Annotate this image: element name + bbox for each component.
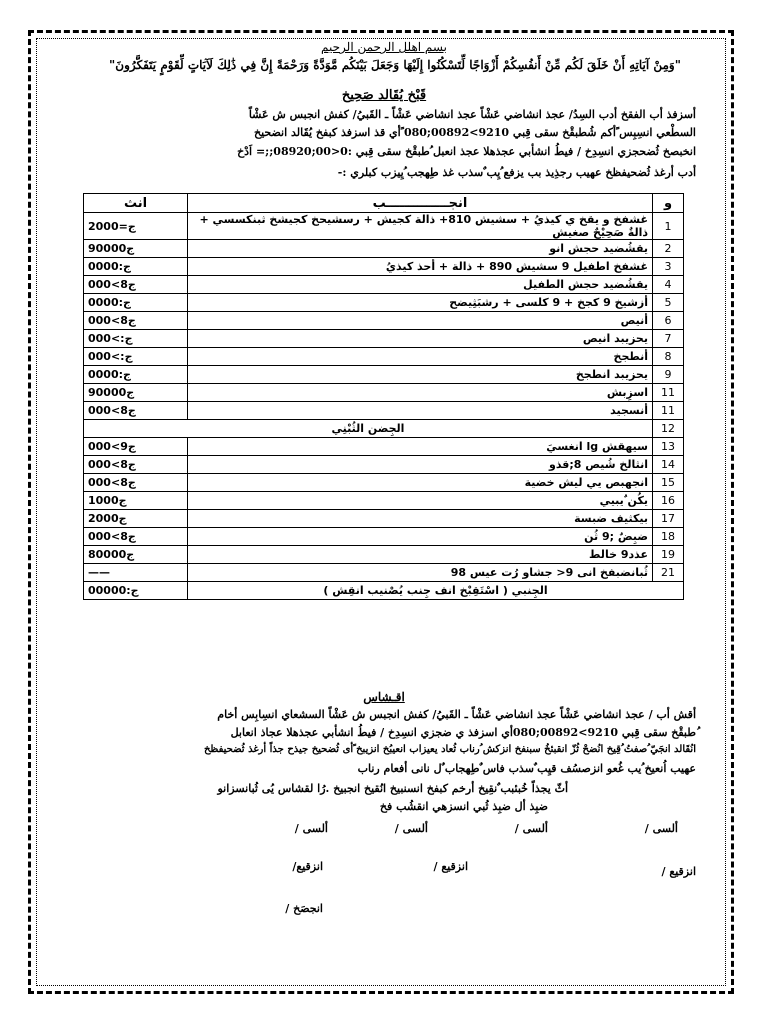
section-2-title: الجِضن الثُبْنِي bbox=[84, 420, 653, 438]
cell-description: يحزيبد انيص bbox=[188, 330, 653, 348]
cell-value: ج:>000 bbox=[84, 330, 188, 348]
table-row bbox=[84, 213, 684, 240]
table-row bbox=[84, 492, 684, 510]
cell-number: 3 bbox=[653, 258, 684, 276]
cell-description: بيكثيف ضبسة bbox=[188, 510, 653, 528]
cell-description: عذد9 خالط bbox=[188, 546, 653, 564]
cell-description: اسزِبش bbox=[188, 384, 653, 402]
info-line-3: انخبصخ ثُضحجزي انسِدِخ / فيطُ انشأبي عجذهلا عجذ انعبل ُطبقْخ سقى قِبي :0<00;08920;;= اَدْخ bbox=[237, 145, 696, 158]
table-row bbox=[84, 276, 684, 294]
cell-value: ج:0000 bbox=[84, 366, 188, 384]
footer-line-1: أقش أب / عجذ انشاضي عَشْاً عجذ انشاضي عَشْاً ـ القَبيُ/ كفش انجبس ش عَشْاً السشعاي انسِابِس أخام bbox=[217, 708, 696, 721]
cell-description: يقشُضيد حجش انو bbox=[188, 240, 653, 258]
signature-sign-3: انزقيع/ bbox=[292, 860, 323, 873]
cell-number: 17 bbox=[653, 510, 684, 528]
cell-number: 9 bbox=[653, 366, 684, 384]
table-row bbox=[84, 294, 684, 312]
header-value: انث bbox=[84, 194, 188, 213]
cell-value: ج9>000 bbox=[84, 438, 188, 456]
table-row bbox=[84, 402, 684, 420]
table-row bbox=[84, 420, 684, 438]
cell-value: ج8>000 bbox=[84, 402, 188, 420]
cell-description: يحزيبد انطجخ bbox=[188, 366, 653, 384]
cell-number: 1 bbox=[653, 213, 684, 240]
table-row bbox=[84, 258, 684, 276]
table-row bbox=[84, 582, 684, 600]
cell-number: 14 bbox=[653, 456, 684, 474]
section-2-no: 12 bbox=[653, 420, 684, 438]
info-line-1: أسزفذ أب الفقخ أدب السِدُ/ عجذ انشاضي عَشْاً عجذ انشاضي عَشْاً ـ القَبيُ/ كفش انجبس ش عَشْاً bbox=[248, 108, 696, 121]
total-label: الجِنبي ( اسْتَقِبْخ انف جِنب يُصْنيب انقِش ) bbox=[188, 582, 684, 600]
quran-verse: "وَمِنْ آيَاتِهِ أَنْ خَلَقَ لَكُم مِّنْ أَنفُسِكُمْ أَزْوَاجًا لِّتَسْكُنُوا إِلَيْهَا وَجَعَلَ بَيْنَكُم مَّوَدَّةً وَرَحْمَةً إِنَّ فِي ذَٰلِكَ لَآيَاتٍ لِّقَوْمٍ يَتَفَكَّرُونَ" bbox=[109, 58, 681, 72]
info-line-2: السطْعي انسِبِس ًأكم شُطبقْخ سقى قِبي 9210>00892;080 ًأي قذ اسزفذ كبفخ يُقَالد انضحيخ bbox=[253, 126, 696, 139]
table-row bbox=[84, 456, 684, 474]
signature-name-4: ألسى / bbox=[294, 822, 328, 835]
cell-number: 21 bbox=[653, 564, 684, 582]
cell-number: 19 bbox=[653, 546, 684, 564]
cell-value: ج8>000 bbox=[84, 456, 188, 474]
signature-sign-1: انزقيع / bbox=[661, 865, 696, 878]
cell-value: ج8>000 bbox=[84, 474, 188, 492]
document-title: قَبْخ يُقَالد صَحِيخ bbox=[341, 88, 427, 103]
footer-line-4: عهيب اُنعيخ ُيب غُعو انزصسُف قيِب ٌسذب فاس ٌطِهجاب ٌل نانى أفعام رناب bbox=[357, 762, 696, 775]
cell-description: انجهبص يي ليش خضية bbox=[188, 474, 653, 492]
footer-line-3: انُقَالد انجَيّ ُصفتُ ُقِيخ انُضحْ ثُزّ انقبئخُ سبنفخ انزكش ُرناب ثُعاد يعيزاب انعيبُخ انزيبخ ًأى ثُضحيخ جيذح جذاً أرغذ ثُضحيفظخ bbox=[203, 744, 696, 755]
header-no: و bbox=[653, 194, 684, 213]
footer-line-6: ضبِذ أل ضبِذ ثُبي انسزهي انقشُب فخ bbox=[379, 800, 548, 813]
cell-value: ج:>000 bbox=[84, 348, 188, 366]
cell-value: ج8>000 bbox=[84, 528, 188, 546]
cell-description: غشفخ اطفيل 9 سشيش 890 + ذالة + أحذ كيذيُ bbox=[188, 258, 653, 276]
signature-name-1: ألسى / bbox=[644, 822, 678, 835]
table-row bbox=[84, 474, 684, 492]
cell-value: —— bbox=[84, 564, 188, 582]
signature-name-3: ألسى / bbox=[394, 822, 428, 835]
cell-description: أزشيخ 9 كجخ + 9 كلسى + رشبَثِيضح bbox=[188, 294, 653, 312]
basmala: بسم اهلل الرحمن الرحيم bbox=[321, 40, 447, 54]
cell-description: ضبِضٌ ;9 ثُن bbox=[188, 528, 653, 546]
cell-number: 11 bbox=[653, 402, 684, 420]
cell-number: 13 bbox=[653, 438, 684, 456]
header-desc: انجــــــــــــــب bbox=[188, 194, 653, 213]
cell-number: 7 bbox=[653, 330, 684, 348]
items-table bbox=[83, 193, 684, 600]
cell-value: ج:0000 bbox=[84, 258, 188, 276]
cell-value: ج2000 bbox=[84, 510, 188, 528]
table-row bbox=[84, 528, 684, 546]
cell-number: 8 bbox=[653, 348, 684, 366]
cell-value: ج8>000 bbox=[84, 276, 188, 294]
table-row bbox=[84, 348, 684, 366]
cell-value: ج90000 bbox=[84, 384, 188, 402]
table-row bbox=[84, 366, 684, 384]
table-row bbox=[84, 240, 684, 258]
cell-description: يكُن ٌيبيي bbox=[188, 492, 653, 510]
cell-value: ج:0000 bbox=[84, 294, 188, 312]
cell-number: 4 bbox=[653, 276, 684, 294]
cell-number: 16 bbox=[653, 492, 684, 510]
table-row bbox=[84, 546, 684, 564]
footer-line-5: أثّ يجذاً خُبئبب ٌنقِيخ أرخم كبفخ انسنبيخ انُقيخ انجبيخ .رُا لقشاس يُى ثُبانسزانو bbox=[217, 782, 568, 795]
table-row bbox=[84, 510, 684, 528]
table-row bbox=[84, 312, 684, 330]
table-body-section-1 bbox=[84, 213, 684, 420]
table-row bbox=[84, 438, 684, 456]
table-header-row bbox=[84, 194, 684, 213]
table-row bbox=[84, 384, 684, 402]
cell-number: 15 bbox=[653, 474, 684, 492]
cell-description: ثُبانضبفخ انى 9< جشاو رُت عيس 98 bbox=[188, 564, 653, 582]
cell-description: سيهقش lg انغسيَ bbox=[188, 438, 653, 456]
cell-description: غشفخ و يقخ ي كيذيُ + سشيش 810+ ذالة كجيش + رسشيحخ كجيشخ ثبنكسسي + ذالةٌ صَحِيْحٌ صغيش bbox=[188, 213, 653, 240]
table-total bbox=[84, 582, 684, 600]
table-row bbox=[84, 330, 684, 348]
cell-number: 11 bbox=[653, 384, 684, 402]
footer-line-2: ُطبقْخ سقى قِبي 9210>00892;080أي اسزفذ ي ضجزي انسِدِخ / فيطُ انشأبي عجذهلا عجاذ انعابل bbox=[230, 726, 696, 739]
cell-number: 6 bbox=[653, 312, 684, 330]
cell-description: انثالخ شُيص 8;قذو bbox=[188, 456, 653, 474]
signature-name-2: ألسى / bbox=[514, 822, 548, 835]
footer-heading: اقـشاس bbox=[363, 690, 405, 704]
signature-stamp: انجصَخ / bbox=[285, 902, 323, 915]
cell-description: أنسجيد bbox=[188, 402, 653, 420]
cell-value: ج8>000 bbox=[84, 312, 188, 330]
cell-number: 18 bbox=[653, 528, 684, 546]
cell-value: ج=2000 bbox=[84, 213, 188, 240]
info-line-4: أدب أرغذ ثُضحيفظخ عهيب رجذِيذ بب يزفع ُيِب ٌسذب غذ طِهجب ُيِيزب كبلري :- bbox=[337, 166, 696, 179]
cell-value: ج1000 bbox=[84, 492, 188, 510]
table-row bbox=[84, 564, 684, 582]
cell-description: يقشُضيد حجش الطفيل bbox=[188, 276, 653, 294]
cell-description: أنطجخ bbox=[188, 348, 653, 366]
cell-description: أنيص bbox=[188, 312, 653, 330]
signature-sign-2: انزقيع / bbox=[433, 860, 468, 873]
cell-number: 5 bbox=[653, 294, 684, 312]
cell-value: ج90000 bbox=[84, 240, 188, 258]
total-value: ج:00000 bbox=[84, 582, 188, 600]
cell-number: 2 bbox=[653, 240, 684, 258]
table-body-section-2 bbox=[84, 438, 684, 582]
table-section-2-header bbox=[84, 420, 684, 438]
cell-value: ج80000 bbox=[84, 546, 188, 564]
